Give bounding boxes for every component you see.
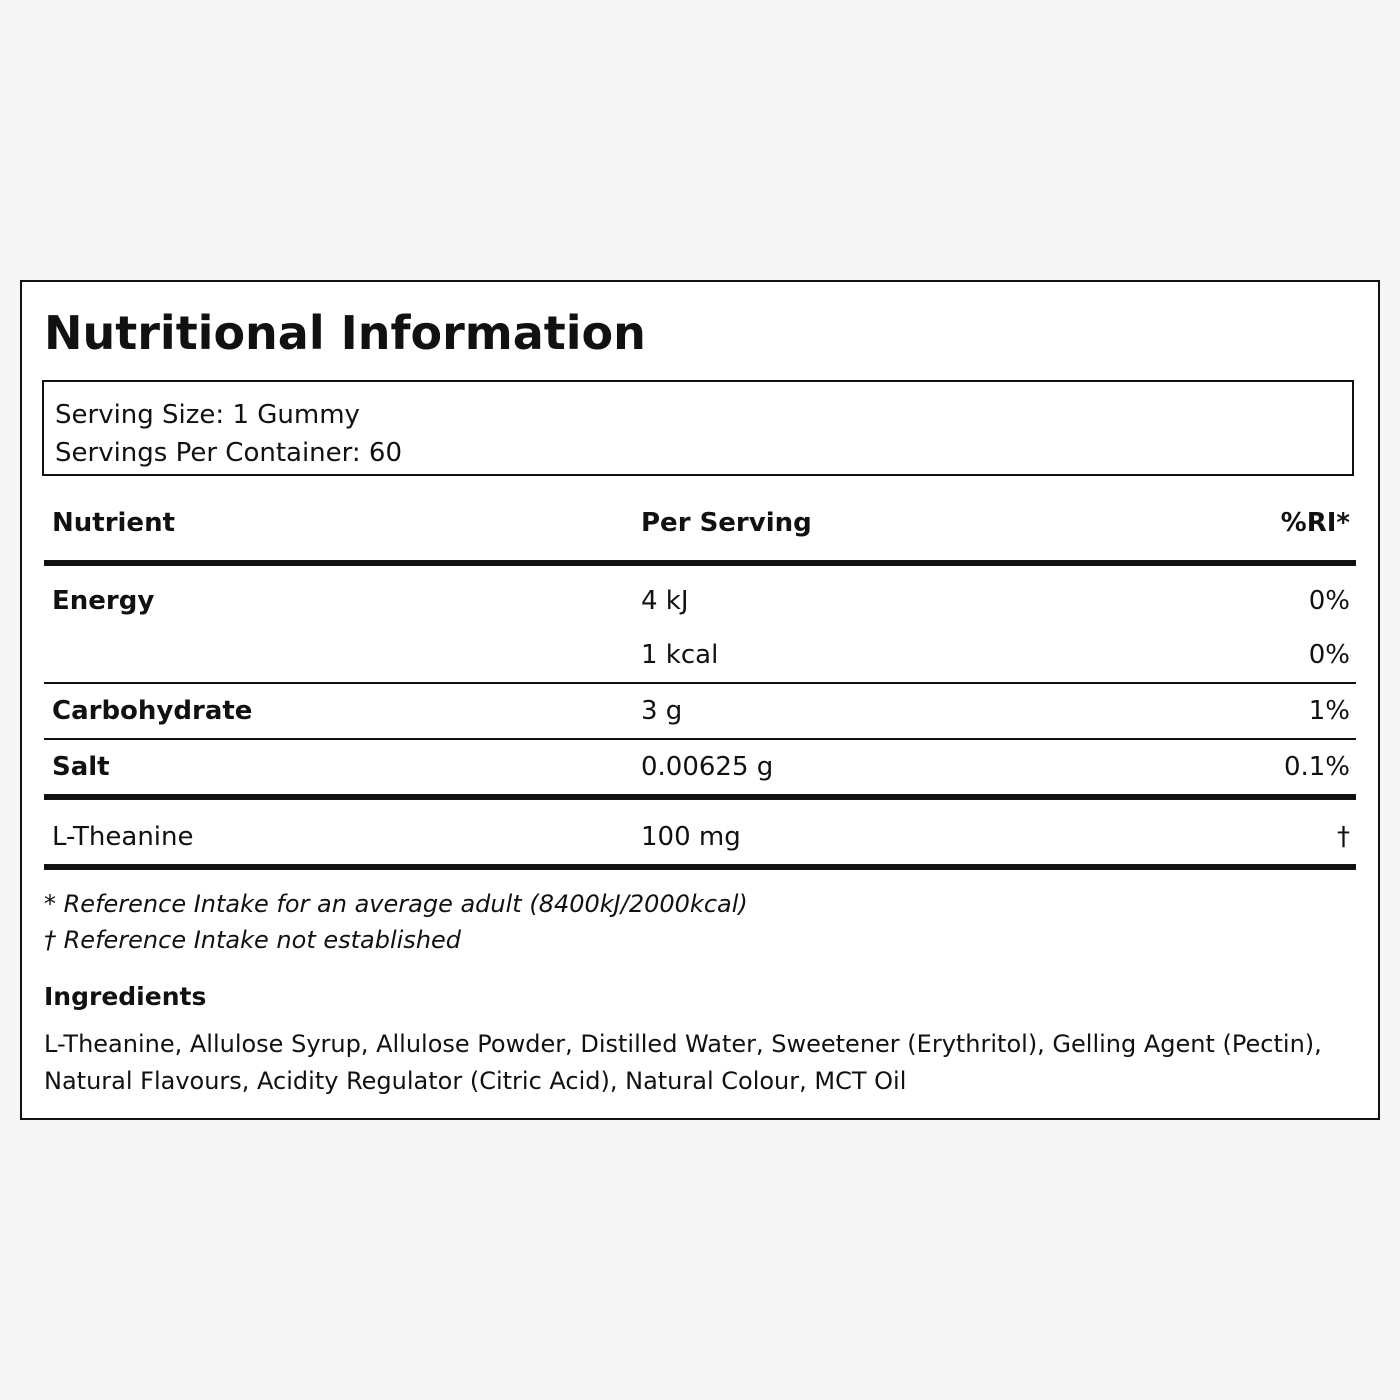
nutrition-panel	[20, 280, 1380, 1120]
table-header-row	[44, 504, 1356, 560]
nutrient-ri: 1%	[1308, 696, 1350, 726]
nutrient-amount: 100 mg	[641, 822, 741, 852]
header-per-serving: Per Serving	[641, 508, 812, 538]
nutrient-amount: 1 kcal	[641, 640, 719, 670]
nutrient-ri: †	[1337, 822, 1350, 852]
table-row-l-theanine	[44, 800, 1356, 864]
serving-info-box	[42, 380, 1354, 476]
nutrient-ri: 0%	[1308, 586, 1350, 616]
table-row-energy-kj	[44, 566, 1356, 624]
panel-title: Nutritional Information	[44, 306, 646, 360]
table-row-salt	[44, 740, 1356, 794]
table-row-energy-kcal	[44, 624, 1356, 682]
nutrient-amount: 0.00625 g	[641, 752, 774, 782]
nutrient-name: L-Theanine	[52, 822, 194, 852]
nutrient-ri: 0%	[1308, 640, 1350, 670]
nutrient-amount: 4 kJ	[641, 586, 689, 616]
footnotes	[44, 886, 748, 958]
nutrient-amount: 3 g	[641, 696, 683, 726]
nutrient-name: Salt	[52, 752, 110, 782]
nutrient-ri: 0.1%	[1283, 752, 1350, 782]
header-ri: %RI*	[1280, 508, 1350, 538]
servings-per-container: Servings Per Container: 60	[55, 438, 403, 468]
nutrition-table	[44, 504, 1356, 870]
ingredients-heading: Ingredients	[44, 982, 207, 1011]
ingredients-list: L-Theanine, Allulose Syrup, Allulose Powder, Distilled Water, Sweetener (Erythritol), Gelling Agent (Pectin), Natural Flavours, Acidity Regulator (Citric Acid), Natural Colour, MCT Oil	[44, 1030, 1322, 1095]
footnote-ri: * Reference Intake for an average adult (8400kJ/2000kcal)	[44, 890, 748, 918]
footnote-dagger: † Reference Intake not established	[44, 926, 462, 954]
serving-size: Serving Size: 1 Gummy	[55, 400, 360, 430]
nutrient-name: Carbohydrate	[52, 696, 253, 726]
table-bottom-divider	[44, 864, 1356, 870]
nutrient-name: Energy	[52, 586, 155, 616]
table-row-carbohydrate	[44, 684, 1356, 738]
header-nutrient: Nutrient	[52, 508, 176, 538]
